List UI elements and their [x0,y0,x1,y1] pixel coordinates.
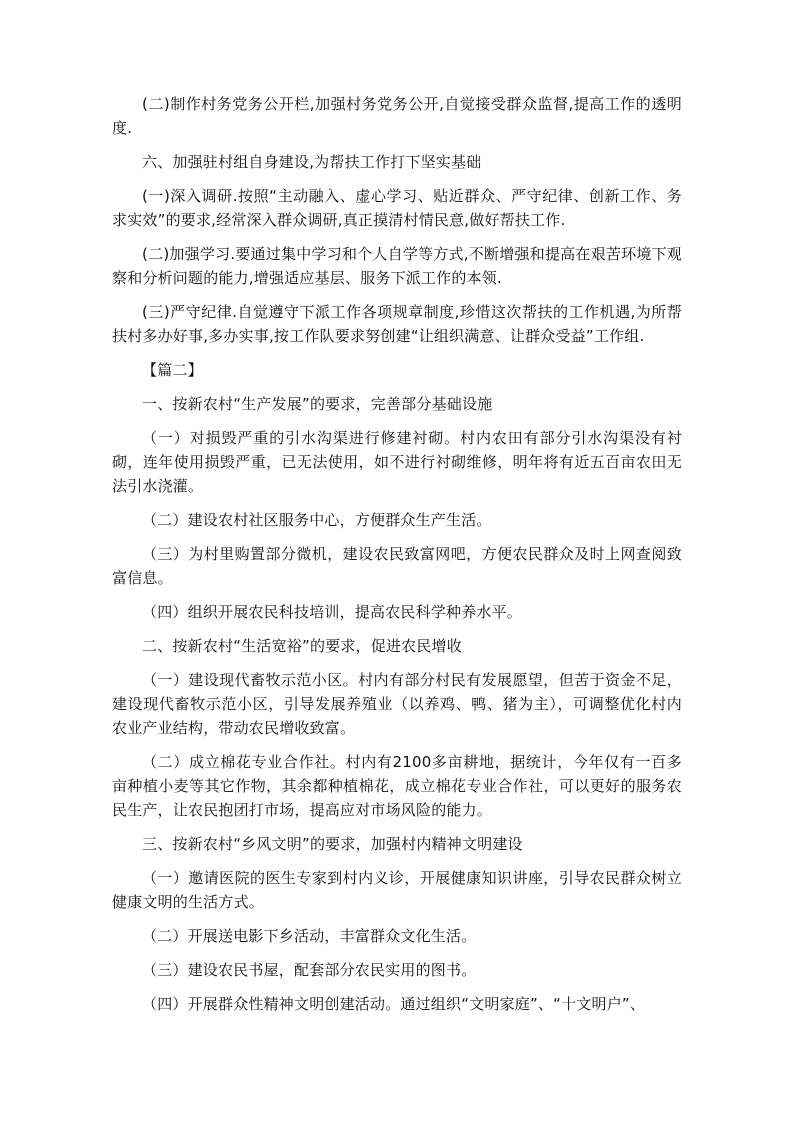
paragraph: （一）建设现代畜牧示范小区。村内有部分村民有发展愿望，但苦于资金不足，建设现代畜牧示范小区，引导发展养殖业（以养鸡、鸭、猪为主），可调整优化村内农业产业结构，带动农民增收致富。 [112,671,682,737]
section-heading: 三、按新农村“乡风文明”的要求，加强村内精神文明建设 [142,835,523,853]
section-heading: 一、按新农村“生产发展”的要求，完善部分基础设施 [142,395,493,413]
paragraph: (一)深入调研.按照“主动融入、虚心学习、贴近群众、严守纪律、创新工作、务求实效”的要求,经常深入群众调研,真正摸清村情民意,做好帮扶工作. [112,187,682,229]
paragraph: （四）开展群众性精神文明创建活动。通过组织“文明家庭”、“十文明户”、 [142,995,646,1013]
paragraph: (二)制作村务党务公开栏,加强村务党务公开,自觉接受群众监督,提高工作的透明度. [112,95,682,137]
paragraph: （一）对损毁严重的引水沟渠进行修建衬砌。村内农田有部分引水沟渠没有衬砌，连年使用损毁严重，已无法使用，如不进行衬砌维修，明年将有近五百亩农田无法引水浇灌。 [112,429,682,495]
paragraph: （二）建设农村社区服务中心，方便群众生产生活。 [142,511,492,529]
paragraph: (二)加强学习.要通过集中学习和个人自学等方式,不断增强和提高在艰苦环境下观察和分析问题的能力,增强适应基层、服务下派工作的本领. [112,245,682,287]
part-heading: 【篇二】 [142,361,203,379]
paragraph: （三）为村里购置部分微机，建设农民致富网吧，方便农民群众及时上网查阅致富信息。 [112,545,682,587]
paragraph: （四）组织开展农民科技培训，提高农民科学种养水平。 [142,603,523,621]
paragraph: （三）建设农民书屋，配套部分农民实用的图书。 [142,961,477,979]
paragraph: (三)严守纪律.自觉遵守下派工作各项规章制度,珍惜这次帮扶的工作机遇,为所帮扶村多办好事,多办实事,按工作队要求努创建“让组织满意、让群众受益”工作组. [112,303,682,345]
section-heading: 六、加强驻村组自身建设,为帮扶工作打下坚实基础 [142,153,482,171]
paragraph: （二）开展送电影下乡活动，丰富群众文化生活。 [142,927,477,945]
paragraph: （二）成立棉花专业合作社。村内有2100多亩耕地，据统计，今年仅有一百多亩种植小麦等其它作物，其余都种植棉花，成立棉花专业合作社，可以更好的服务农民生产，让农民抱团打市场，提高应对市场风险的能力。 [112,753,682,819]
paragraph: （一）邀请医院的医生专家到村内义诊，开展健康知识讲座，引导农民群众树立健康文明的生活方式。 [112,869,682,911]
section-heading: 二、按新农村“生活宽裕”的要求，促进农民增收 [142,637,462,655]
